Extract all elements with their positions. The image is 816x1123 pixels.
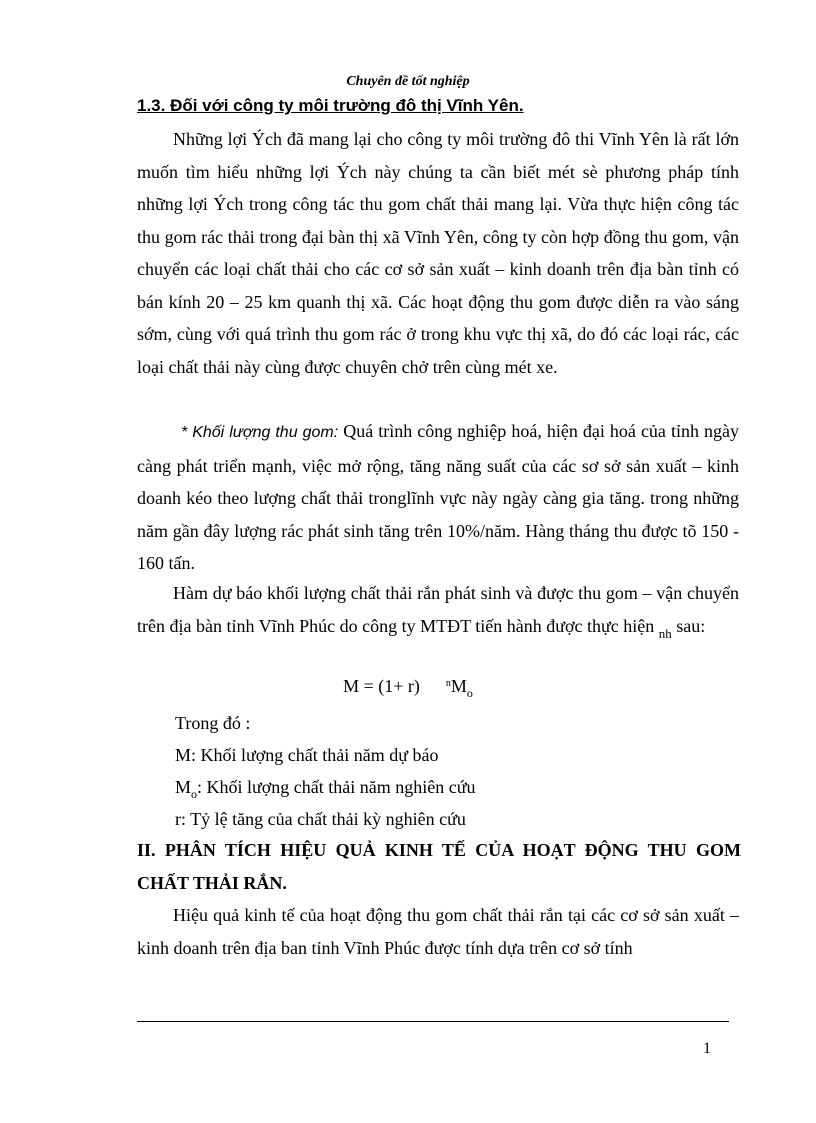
formula-rhs-subscript: o <box>466 686 473 700</box>
paragraph-3-subscript: nh <box>658 625 672 641</box>
paragraph-2 <box>137 415 739 580</box>
formula-exponent: n <box>445 678 451 689</box>
definitions-intro: Trong đó : <box>175 713 251 733</box>
paragraph-3-text <box>137 577 739 644</box>
page-header: Chuyên đề tốt nghiệp <box>346 74 470 89</box>
definition-mo <box>175 771 476 805</box>
definition-mo-label: M <box>175 777 192 797</box>
paragraph-3-body: Hàm dự báo khối lượng chất thải rắn phát sinh và được thu gom – vận chuyển trên địa bàn tỉnh Vĩnh Phúc do công ty MTĐT tiến hành được thực hiện <box>137 583 739 636</box>
page-number: 1 <box>703 1040 711 1057</box>
paragraph-2-text <box>137 415 739 580</box>
paragraph-1-text: Những lợi Ých đã mang lại cho công ty môi trường đô thi Vĩnh Yên là rất lớn muốn tìm hiểu những lợi Ých này chúng ta cần biết mét sè phương pháp tính những lợi Ých trong công tác thu gom chất thải mang lại. Vừa thực hiện công tác thu gom rác thải trong đại bàn thị xã Vĩnh Yên, công ty còn hợp đồng thu gom, vận chuyển các loại chất thải cho các cơ sở sản xuất – kinh doanh trên địa bàn tỉnh có bán kính 20 – 25 km quanh thị xã. Các hoạt động thu gom được diễn ra vào sáng sớm, cùng với quá trình thu gom rác ở trong khu vực thị xã, do đó các loại rác, các loại chất thải này cùng được chuyên chở trên cùng mét xe. <box>137 129 739 377</box>
paragraph-3 <box>137 577 739 644</box>
formula-rhs: M <box>450 676 467 696</box>
paragraph-1 <box>137 123 739 383</box>
section-heading-ii: II. PHÂN TÍCH HIỆU QUẢ KINH TẾ CỦA HOẠT ĐỘNG THU GOM CHẤT THẢI RẮN. <box>137 840 741 893</box>
section-title: 1.3. Đối với công ty môi trường đô thị Vĩnh Yên. <box>137 96 524 115</box>
forecast-formula <box>0 676 816 700</box>
paragraph-4-text: Hiệu quả kinh tế của hoạt động thu gom chất thải rắn tại các cơ sở sản xuất – kinh doanh trên địa ban tỉnh Vĩnh Phúc được tính dựa trên cơ sở tính <box>137 905 739 958</box>
definition-r: r: Tỷ lệ tăng của chất thải kỳ nghiên cứu <box>175 809 466 829</box>
definition-m: M: Khối lượng chất thải năm dự báo <box>175 745 439 765</box>
paragraph-2-body: Quá trình công nghiệp hoá, hiện đại hoá của tỉnh ngày càng phát triển mạnh, việc mở rộng, tăng năng suất của các sơ sở sản xuất – kinh doanh kéo theo lượng chất thải tronglĩnh vực này ngày càng gia tăng. trong những năm gần đây lượng rác phát sinh tăng trên 10%/năm. Hàng tháng thu được tõ 150 - 160 tấn. <box>137 421 739 573</box>
definition-mo-subscript: o <box>191 787 198 801</box>
paragraph-4 <box>137 899 739 964</box>
paragraph-3-tail: sau: <box>671 615 706 636</box>
definition-mo-text: : Khối lượng chất thải năm nghiên cứu <box>197 777 476 797</box>
paragraph-2-label: * Khối lượng thu gom: <box>181 424 339 441</box>
footer-divider <box>137 1021 729 1022</box>
formula-lhs: M = (1+ r) <box>343 676 420 696</box>
